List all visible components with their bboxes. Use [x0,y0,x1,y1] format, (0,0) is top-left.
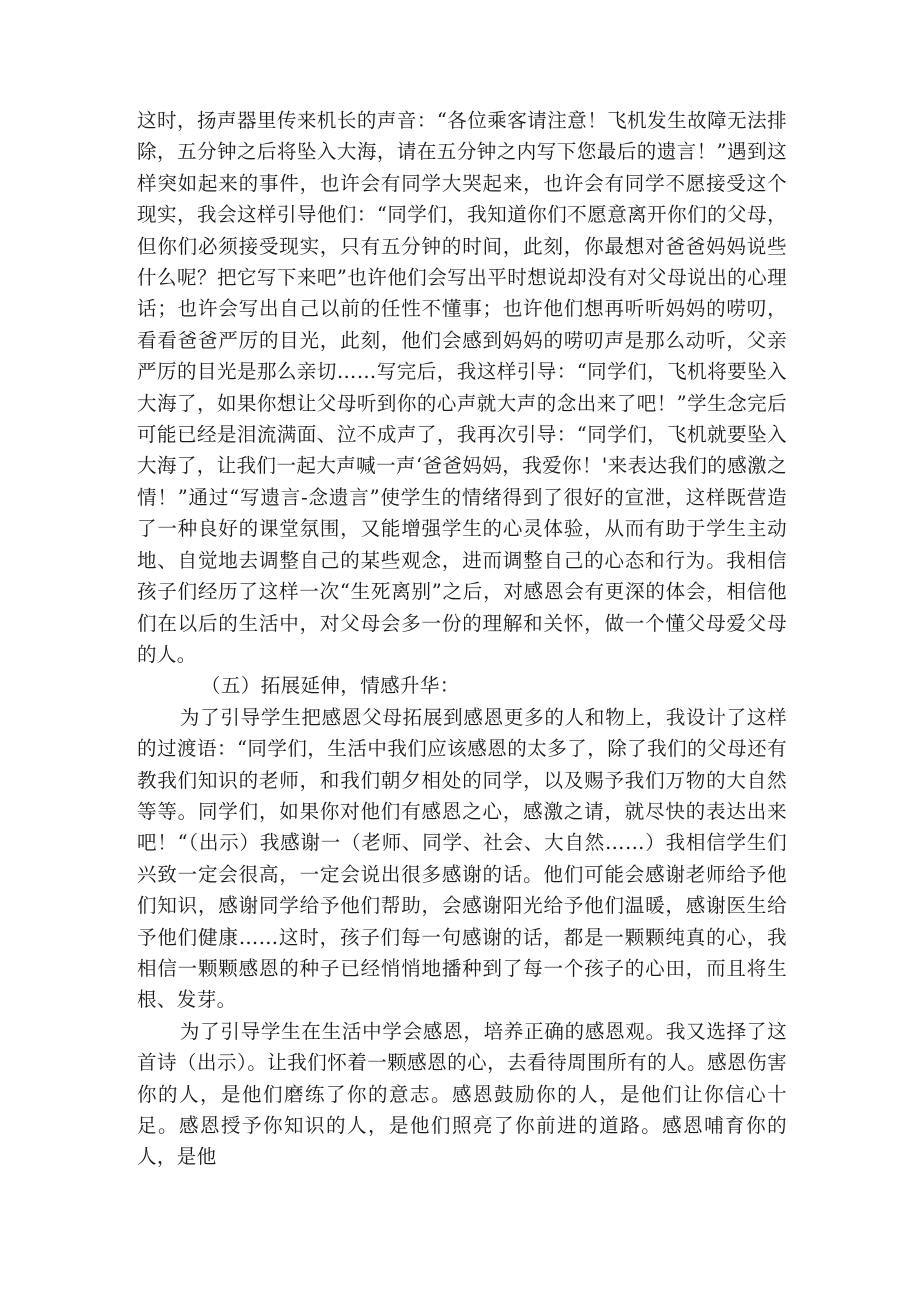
section-heading-extension: （五）拓展延伸，情感升华： [201,674,460,698]
paragraph-gratitude-extension: 为了引导学生把感恩父母拓展到感恩更多的人和物上，我设计了这样的过渡语：“同学们，生活中我们应该感恩的太多了，除了我们的父母还有教我们知识的老师，和我们朝夕相处的同学，以及赐予我们万物的大自然等等。同学们，如果你对他们有感恩之心，感激之请，就尽快的表达出来吧！“（出示）我感谢一（老师、同学、社会、大自然……）我相信学生们兴致一定会很高，一定会说出很多感谢的话。他们可能会感谢老师给予他们知识，感谢同学给予他们帮助，会感谢阳光给予他们温暖，感谢医生给予他们健康……这时，孩子们每一句感谢的话，都是一颗颗纯真的心，我相信一颗颗感恩的种子已经悄悄地播种到了每一个孩子的心田，而且将生根、发芽。 [137,705,787,1012]
paragraph-writing-last-words: 这时，扬声器里传来机长的声音：“各位乘客请注意！飞机发生故障无法排除，五分钟之后将坠入大海，请在五分钟之内写下您最后的遗言！”遇到这样突如起来的事件，也许会有同学大哭起来，也许会有同学不愿接受这个现实，我会这样引导他们：“同学们，我知道你们不愿意离开你们的父母，但你们必须接受现实，只有五分钟的时间，此刻，你最想对爸爸妈妈说些什么呢？把它写下来吧”也许他们会写出平时想说却没有对父母说出的心理话；也许会写出自己以前的任性不懂事；也许他们想再听听妈妈的唠叨，看看爸爸严厉的目光，此刻，他们会感到妈妈的唠叨声是那么动听，父亲严厉的目光是那么亲切……写完后，我这样引导：“同学们，飞机将要坠入大海了，如果你想让父母听到你的心声就大声的念出来了吧！”学生念完后可能已经是泪流满面、泣不成声了，我再次引导：“同学们，飞机就要坠入大海了，让我们一起大声喊一声‘爸爸妈妈，我爱你！'来表达我们的感激之情！”通过“写遗言-念遗言”使学生的情绪得到了很好的宣泄，这样既营造了一种良好的课堂氛围，又能增强学生的心灵体验，从而有助于学生主动地、自觉地去调整自己的某些观念，进而调整自己的心态和行为。我相信孩子们经历了这样一次“生死离别”之后，对感恩会有更深的体会，相信他们在以后的生活中，对父母会多一份的理解和关怀，做一个懂父母爱父母的人。 [137,109,787,666]
paragraph-gratitude-poem: 为了引导学生在生活中学会感恩，培养正确的感恩观。我又选择了这首诗（出示）。让我们怀着一颗感恩的心，去看待周围所有的人。感恩伤害你的人，是他们磨练了你的意志。感恩鼓励你的人，是他们让你信心十足。感恩授予你知识的人，是他们照亮了你前进的道路。感恩哺育你的人，是他 [137,1019,787,1169]
document-body [137,105,787,1173]
